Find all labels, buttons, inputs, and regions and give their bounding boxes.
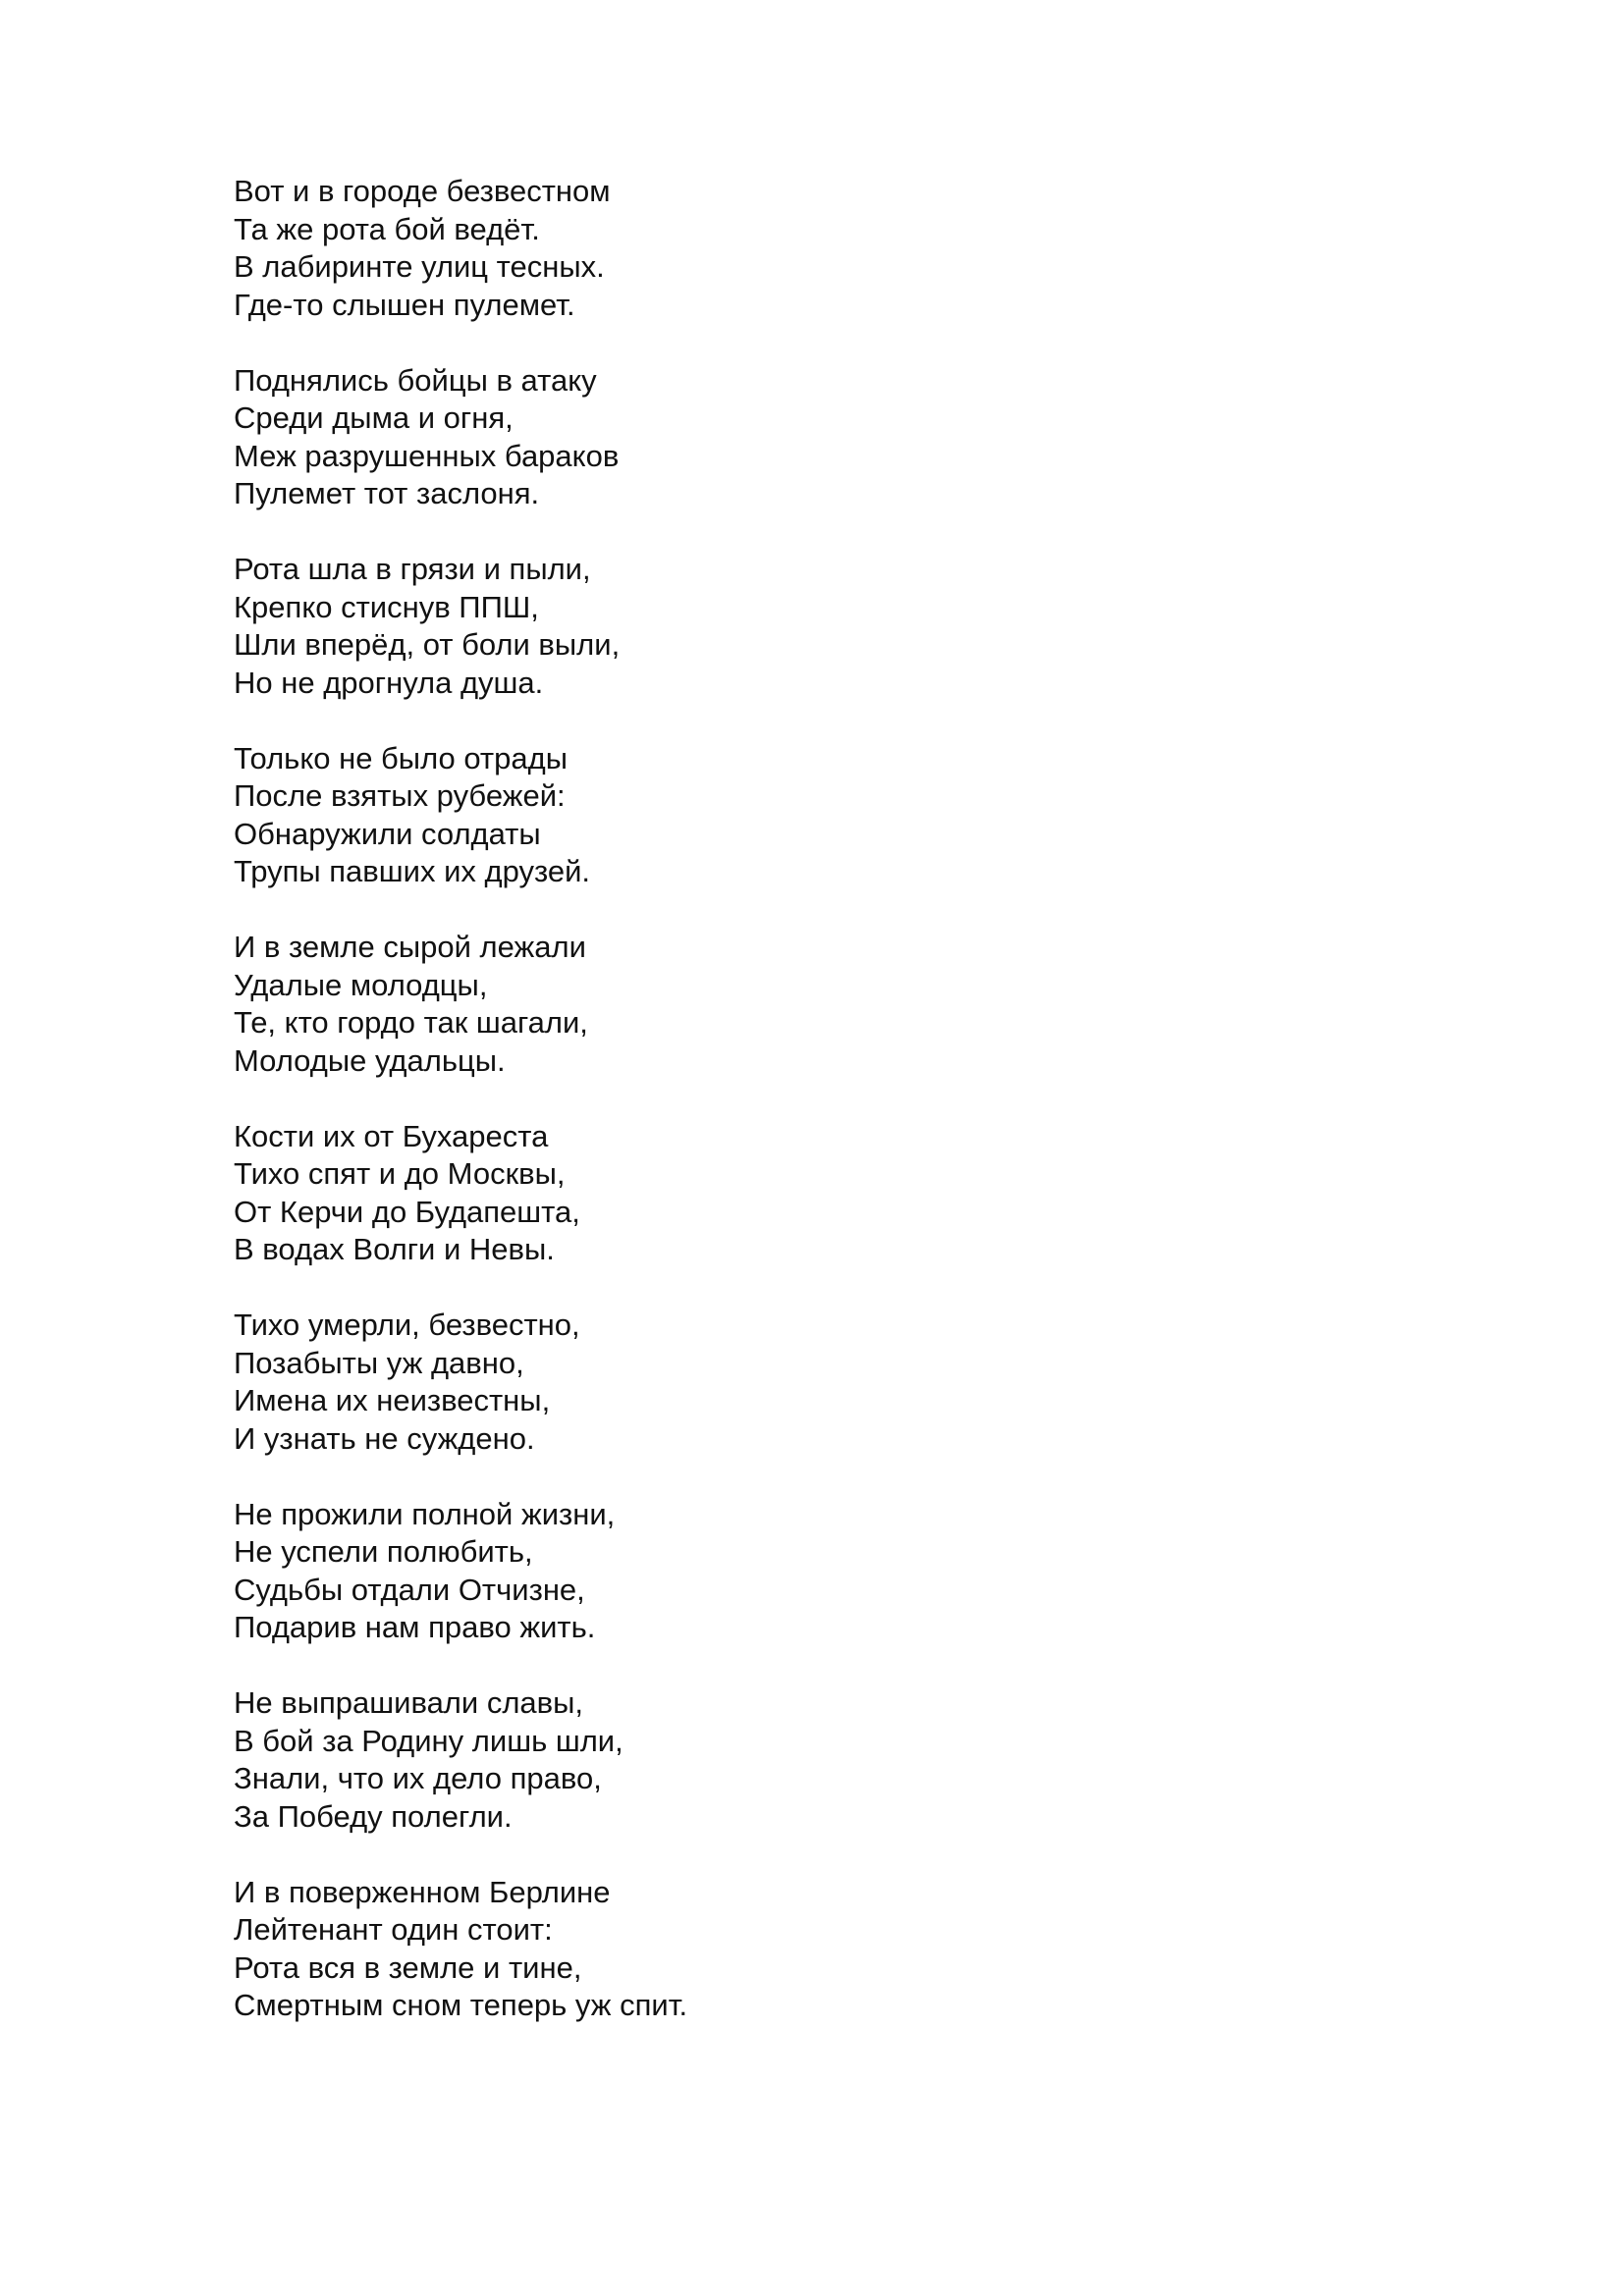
poem-line: Вот и в городе безвестном <box>234 174 611 208</box>
poem-line: Не успели полюбить, <box>234 1534 533 1569</box>
poem-line: За Победу полегли. <box>234 1798 513 1834</box>
stanza-10 <box>234 1874 687 2025</box>
poem-line: Не прожили полной жизни, <box>234 1496 616 1531</box>
stanza-7 <box>234 1307 687 1458</box>
poem-line: Пулемет тот заслоня. <box>234 476 540 510</box>
stanza-6 <box>234 1118 687 1269</box>
poem-line: Смертным сном теперь уж спит. <box>234 1988 688 2022</box>
poem-line: Тихо спят и до Москвы, <box>234 1156 566 1191</box>
poem-body <box>234 173 687 2025</box>
poem-line: Рота шла в грязи и пыли, <box>234 552 591 586</box>
poem-line: Трупы павших их друзей. <box>234 854 591 888</box>
poem-line: Крепко стиснув ППШ, <box>234 589 539 624</box>
poem-line: Позабыты уж давно, <box>234 1345 524 1380</box>
poem-line: Обнаружили солдаты <box>234 816 541 851</box>
poem-line: И в земле сырой лежали <box>234 930 586 964</box>
poem-line: Те, кто гордо так шагали, <box>234 1005 588 1040</box>
poem-line: В лабиринте улиц тесных. <box>234 249 605 284</box>
poem-line: Молодые удальцы. <box>234 1042 506 1078</box>
stanza-3 <box>234 551 687 702</box>
poem-line: Поднялись бойцы в атаку <box>234 362 597 398</box>
poem-line: Кости их от Бухареста <box>234 1118 549 1153</box>
poem-line: После взятых рубежей: <box>234 778 566 813</box>
poem-line: В водах Волги и Невы. <box>234 1232 555 1266</box>
poem-line: Рота вся в земле и тине, <box>234 1949 582 1985</box>
stanza-8 <box>234 1496 687 1647</box>
poem-line: Не выпрашивали славы, <box>234 1685 584 1720</box>
poem-line: От Керчи до Будапешта, <box>234 1194 580 1229</box>
poem-line: Знали, что их дело право, <box>234 1761 602 1795</box>
poem-line: Тихо умерли, безвестно, <box>234 1308 580 1342</box>
poem-line: Подарив нам право жить. <box>234 1610 596 1644</box>
poem-line: Удалые молодцы, <box>234 967 488 1002</box>
poem-line: Та же рота бой ведёт. <box>234 211 540 246</box>
stanza-5 <box>234 929 687 1080</box>
poem-line: Где-то слышен пулемет. <box>234 287 575 322</box>
poem-line: Судьбы отдали Отчизне, <box>234 1572 585 1607</box>
poem-line: Шли вперёд, от боли выли, <box>234 627 621 662</box>
poem-line: Среди дыма и огня, <box>234 400 514 435</box>
poem-line: Меж разрушенных бараков <box>234 438 620 473</box>
poem-line: Только не было отрады <box>234 740 568 775</box>
poem-line: В бой за Родину лишь шли, <box>234 1723 623 1758</box>
poem-line: И в поверженном Берлине <box>234 1874 611 1909</box>
poem-line: Лейтенант один стоит: <box>234 1912 553 1947</box>
poem-line: Имена их неизвестны, <box>234 1383 551 1417</box>
stanza-4 <box>234 740 687 891</box>
stanza-9 <box>234 1684 687 1836</box>
stanza-2 <box>234 362 687 513</box>
stanza-1 <box>234 173 687 324</box>
poem-line: Но не дрогнула душа. <box>234 665 544 700</box>
poem-line: И узнать не суждено. <box>234 1420 535 1456</box>
